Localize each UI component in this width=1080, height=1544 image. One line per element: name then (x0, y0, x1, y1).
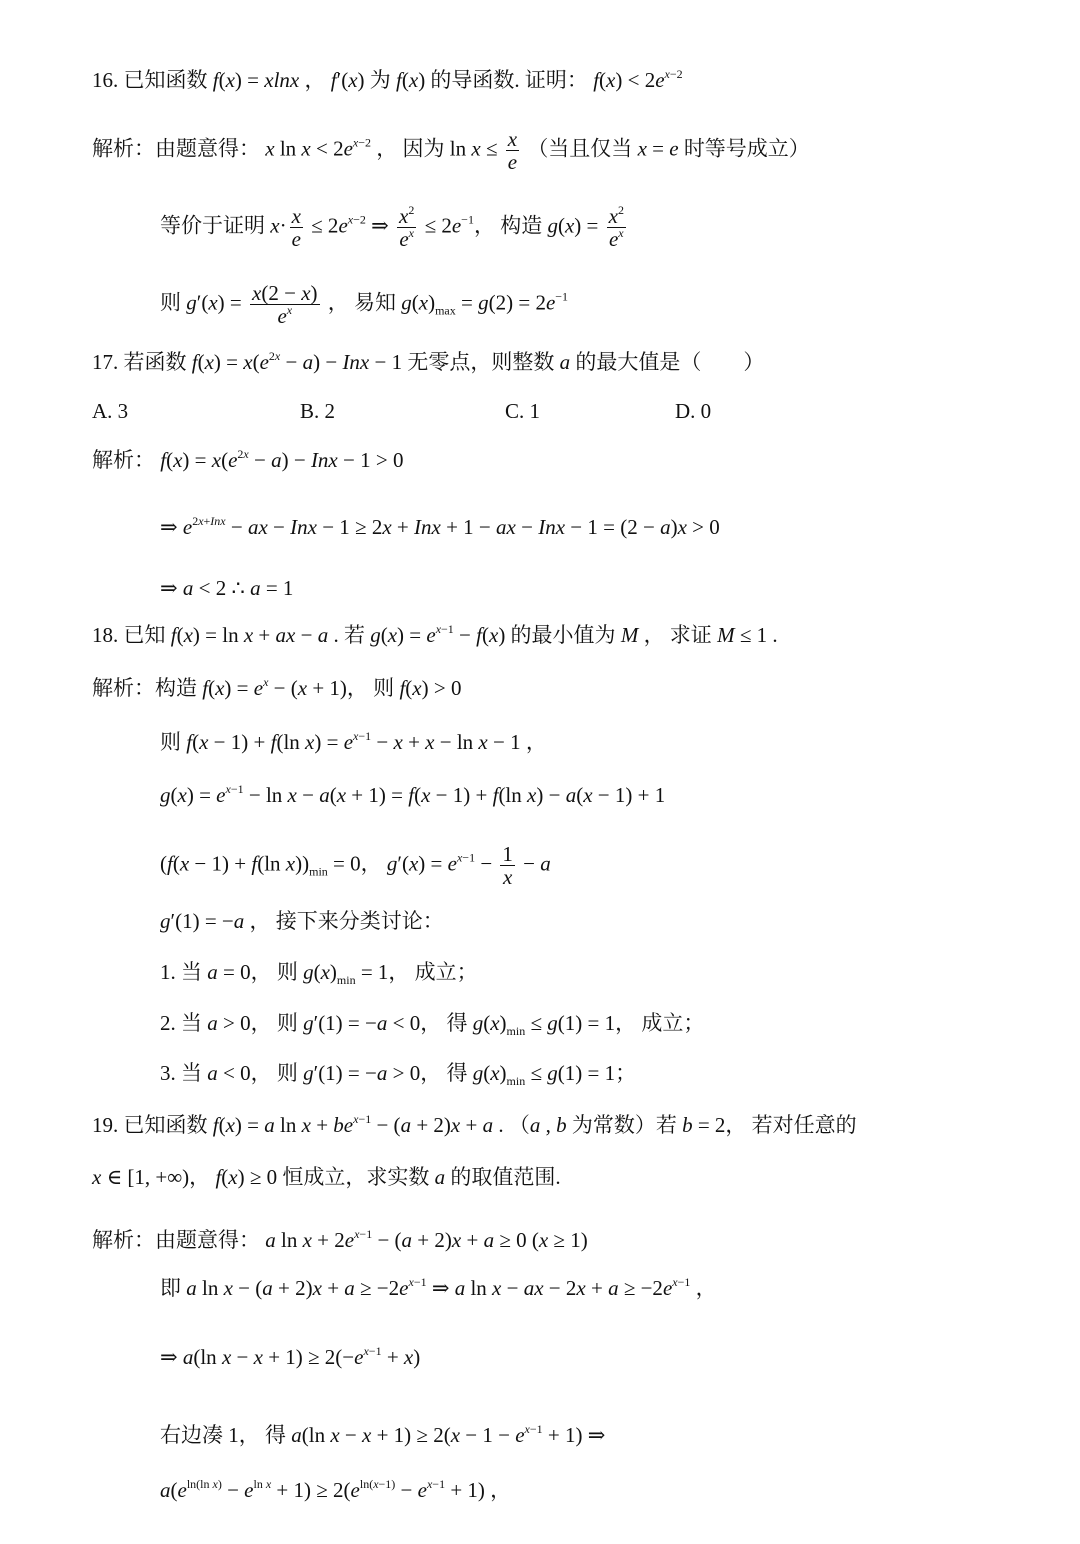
problem-16-solution-line-1: 解析：由题意得： x $\ln x < 2e^{x-2}$ ， 因为 ln x ≤ $\frac{x}{e}$ （当且仅当 x = e 时等号成立） (92, 127, 810, 174)
problem-19-solution-line-4: 右边凑 1， 得 a(ln $x - x + 1) \ge 2(x - 1 - e^{x-1} + 1)$ ⇒ (160, 1422, 606, 1447)
problem-18-solution-line-5: g′(1) = −a ， 接下来分类讨论： (160, 909, 444, 933)
problem-19-solution-line-5: $a(e^{ln(ln x)} - e^{ln x} + 1) \ge 2(e^{ln(x-1)} - e^{x-1} + 1)$ ， (160, 1477, 512, 1502)
option-b: B. 2 (300, 399, 336, 423)
option-c: C. 1 (505, 399, 541, 423)
problem-19-solution-line-1: 解析：由题意得： a $\ln x + 2e^{x-1} - (a + 2)x + a \ge 0$ (x ≥ 1) (92, 1227, 588, 1252)
problem-18-case-2: 2. 当 a > 0， 则 g′(1) = −a < 0， 得 $g(x)_{min} \le g(1) = 1$， 成立； (160, 1011, 705, 1038)
problem-18-case-3: 3. 当 a < 0， 则 g′(1) = −a > 0， 得 $g(x)_{min} \le g(1) = 1$； (160, 1061, 637, 1088)
problem-17-solution-line-2: ⇒ $e^{2x+Inx}$ − ax − Inx − 1 ≥ 2x + Inx + 1 − ax − Inx − 1 = (2 − a)x > 0 (160, 514, 720, 539)
problem-17-statement: 17. 若函数 $f(x) = x(e^{2x} - a)$ − Inx − 1 无零点，则整数 a 的最大值是（ ） (92, 349, 765, 374)
problem-18-solution-line-4: (f(x − 1) + f(ln $x))_{min} = 0$， $g'(x) = e^{x-1}$ − $\frac{1}{x}$ − a (160, 842, 551, 889)
problem-19-solution-line-3: ⇒ a(ln $x - x + 1) \ge 2(-e^{x-1} + x)$ (160, 1344, 421, 1369)
problem-17-solution-line-1: 解析： $f(x) = x(e^{2x} - a)$ − Inx − 1 > 0 (92, 447, 404, 472)
problem-18-solution-line-3: $g(x) = e^{x-1} - \ln x - a(x + 1) = f(x - 1) + f(\ln$ x) − a(x − 1) + 1 (160, 782, 666, 807)
problem-19-statement-line-1: 19. 已知函数 f(x) = a $\ln x + be^{x-1} - (a + 2)x + a$ . （a , b 为常数）若 b = 2， 若对任意的 (92, 1112, 857, 1137)
problem-16-solution-line-3: 则 g′(x) = $\frac{x(2 - x)}{e^x}$ ， 易知 $g(x)_{max} = g(2) = 2e^{-1}$ (160, 281, 569, 328)
problem-16-statement: 16. 已知函数 f(x) = xlnx ， f′(x) 为 f(x) 的导函数. 证明： $f(x) < 2e^{x-2}$ (92, 67, 683, 92)
option-a: A. 3 (92, 399, 129, 423)
problem-19-solution-line-2: 即 a $\ln x - (a + 2)x + a \ge -2e^{x-1}$ ⇒ a ln x − ax − $2x + a \ge -2e^{x-1}$ ， (160, 1275, 717, 1300)
option-d: D. 0 (675, 399, 712, 423)
problem-17-solution-line-3: ⇒ a < 2 ∴ a = 1 (160, 576, 294, 600)
problem-18-case-1: 1. 当 a = 0， 则 $g(x)_{min} = 1$， 成立； (160, 960, 478, 987)
problem-19-statement-line-2: x ∈ [1, +∞)， f(x) ≥ 0 恒成立，求实数 a 的取值范围. (92, 1165, 561, 1189)
problem-16-solution-line-2: 等价于证明 x· $\frac{x}{e}$ ≤ $2e^{x-2}$ ⇒ $\frac{x^2}{e^x}$ ≤ $2e^{-1}$， 构造 g(x) = $\frac{x^2}{e^x}$ (160, 203, 624, 251)
problem-18-solution-line-1: 解析：构造 $f(x) = e^x - (x + 1)$， 则 f(x) > 0 (92, 675, 462, 700)
problem-18-statement: 18. 已知 f(x) = ln x + ax − a . 若 $g(x) = e^{x-1} - f(x)$ 的最小值为 M ， 求证 M ≤ 1 . (92, 622, 778, 647)
problem-18-solution-line-2: 则 f(x − 1) + f(ln $x) = e^{x-1} - x + x - \ln x - 1$ ， (160, 729, 547, 754)
